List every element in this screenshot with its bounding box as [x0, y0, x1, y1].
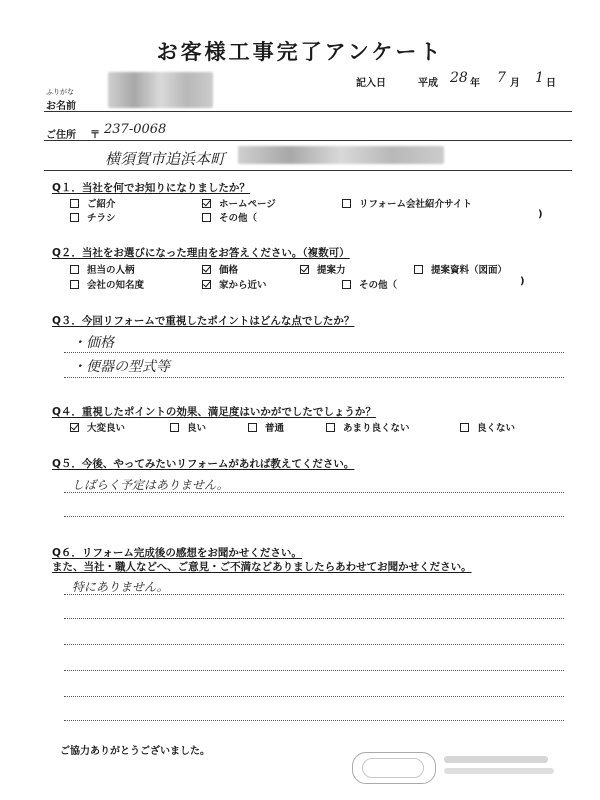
- q2-option-staff[interactable]: [70, 262, 135, 276]
- q6-answer-line: [64, 618, 564, 619]
- q3-answer-line: [64, 352, 564, 353]
- q2-question: Q２．当社をお選びになった理由をお答えください。（複数可）: [52, 247, 350, 259]
- address-redacted: [238, 146, 444, 164]
- address-underline: [44, 170, 572, 171]
- option-label: 良い: [187, 423, 207, 434]
- name-label: お名前: [46, 101, 76, 112]
- q6-answer-line: [64, 720, 564, 721]
- q4-option-bad[interactable]: [460, 420, 515, 434]
- option-label: 普通: [265, 423, 285, 434]
- form-title: お客様工事完了アンケート: [156, 40, 444, 64]
- entry-date-month: 7: [497, 70, 506, 86]
- checkbox[interactable]: [70, 199, 79, 208]
- option-label: その他（: [219, 213, 258, 224]
- q4-option-not-so-good[interactable]: [326, 420, 410, 434]
- q1-option-reform-site[interactable]: [342, 196, 472, 210]
- q2-option-other[interactable]: [342, 277, 397, 291]
- q1-option-homepage[interactable]: [202, 196, 276, 210]
- checkbox-checked[interactable]: [202, 265, 211, 274]
- q6-question-line1: Q６．リフォーム完成後の感想をお聞かせください。: [52, 547, 302, 559]
- address-label: ご住所: [46, 130, 76, 141]
- q4-option-very-good[interactable]: [70, 420, 125, 434]
- q1-option-other[interactable]: [202, 210, 257, 224]
- option-label: あまり良くない: [343, 423, 410, 434]
- checkbox[interactable]: [414, 265, 423, 274]
- q2-option-nearby[interactable]: [202, 277, 267, 291]
- checkbox[interactable]: [170, 423, 179, 432]
- q1-option-flyer[interactable]: [70, 210, 116, 224]
- q2-option-materials[interactable]: [414, 262, 507, 276]
- company-stamp-inner: [362, 758, 424, 778]
- q6-answer-line: [64, 644, 564, 645]
- q5-answer-line: [64, 516, 564, 517]
- q2-option-proposal[interactable]: [300, 262, 346, 276]
- company-stamp-text-mark: [444, 756, 548, 763]
- company-stamp-text-mark: [444, 768, 554, 774]
- checkbox[interactable]: [70, 213, 79, 222]
- checkbox-checked[interactable]: [202, 199, 211, 208]
- checkbox[interactable]: [342, 199, 351, 208]
- q4-question: Q４．重視したポイントの効果、満足度はいかがでしたでしょうか？: [52, 406, 376, 418]
- checkbox-checked[interactable]: [202, 280, 211, 289]
- q6-answer-line: [64, 594, 564, 595]
- checkbox[interactable]: [70, 265, 79, 274]
- entry-date-label: 記入日: [356, 78, 386, 89]
- checkbox[interactable]: [342, 280, 351, 289]
- q5-question: Q５．今後、やってみたいリフォームがあれば教えてください。: [52, 458, 355, 470]
- option-label: 会社の知名度: [87, 280, 145, 291]
- q6-answer-line: [64, 670, 564, 671]
- option-label: リフォーム会社紹介サイト: [359, 199, 472, 210]
- postal-code: 237-0068: [104, 122, 167, 137]
- option-label: その他（: [359, 280, 398, 291]
- q3-answer-line: [64, 377, 564, 378]
- option-label: 良くない: [477, 423, 516, 434]
- option-label: ホームページ: [219, 199, 276, 210]
- name-underline: [44, 111, 572, 112]
- q3-answer-1: ・価格: [72, 335, 114, 351]
- checkbox[interactable]: [326, 423, 335, 432]
- furigana-label: ふりがな: [46, 88, 74, 96]
- postal-mark: 〒: [90, 130, 100, 141]
- q3-answer-2: ・便器の型式等: [72, 359, 170, 375]
- entry-date-month-unit: 月: [510, 78, 520, 89]
- option-label: ご紹介: [87, 199, 116, 210]
- address-divider: [44, 140, 572, 141]
- checkbox[interactable]: [460, 423, 469, 432]
- option-label: 担当の人柄: [87, 265, 135, 276]
- checkbox-checked[interactable]: [70, 423, 79, 432]
- q6-answer-line: [64, 696, 564, 697]
- q2-option-reputation[interactable]: [70, 277, 144, 291]
- q6-answer: 特にありません。: [72, 580, 169, 594]
- option-label: チラシ: [87, 213, 116, 224]
- address-line: 横須賀市追浜本町: [105, 150, 226, 168]
- entry-date-year-unit: 年: [470, 78, 480, 89]
- q5-answer: しばらく予定はありません。: [72, 478, 229, 492]
- option-label: 家から近い: [219, 280, 267, 291]
- thanks-message: ご協力ありがとうございました。: [60, 746, 210, 757]
- q5-answer-line: [64, 492, 564, 493]
- checkbox-checked[interactable]: [300, 265, 309, 274]
- entry-date-day-unit: 日: [546, 78, 556, 89]
- option-label: 価格: [219, 265, 239, 276]
- q2-close-paren: ): [520, 276, 525, 287]
- checkbox[interactable]: [70, 280, 79, 289]
- option-label: 大変良い: [87, 423, 126, 434]
- entry-date-era: 平成: [418, 78, 438, 89]
- q1-option-referral[interactable]: [70, 196, 116, 210]
- checkbox[interactable]: [202, 213, 211, 222]
- q4-option-average[interactable]: [248, 420, 284, 434]
- q2-option-price[interactable]: [202, 262, 238, 276]
- option-label: 提案資料（図面）: [431, 265, 508, 276]
- q1-question: Q１．当社を何でお知りになりましたか？: [52, 182, 250, 194]
- checkbox[interactable]: [248, 423, 257, 432]
- entry-date-day: 1: [535, 70, 544, 86]
- name-redacted: [108, 72, 213, 108]
- q4-option-good[interactable]: [170, 420, 206, 434]
- q3-question: Q３．今回リフォームで重視したポイントはどんな点でしたか？: [52, 315, 355, 327]
- option-label: 提案力: [317, 265, 346, 276]
- q1-close-paren: ): [538, 209, 543, 220]
- entry-date-year: 28: [450, 70, 468, 86]
- q6-question-line2: また、当社・職人などへ、ご意見・ご不満などありましたらあわせてお聞かせください。: [52, 561, 472, 573]
